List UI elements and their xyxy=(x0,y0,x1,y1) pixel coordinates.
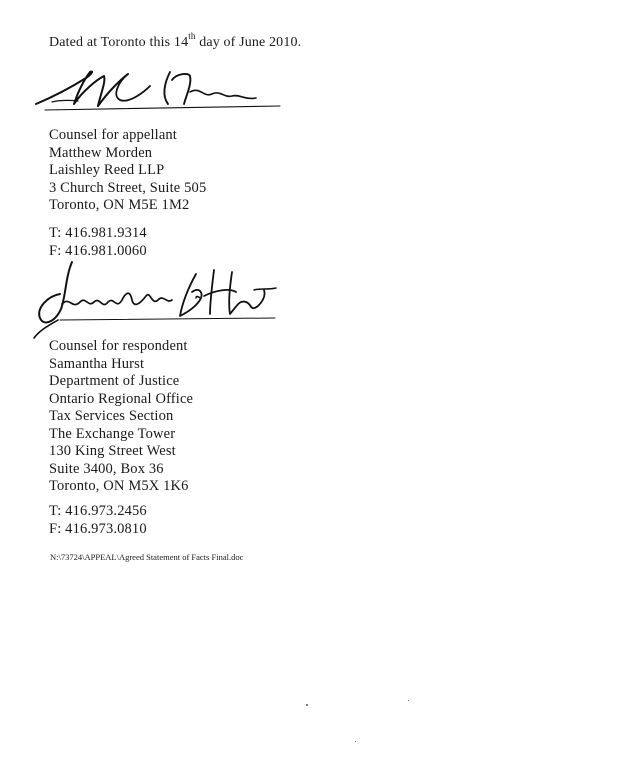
respondent-name: Samantha Hurst xyxy=(49,355,145,372)
appellant-role: Counsel for appellant xyxy=(49,127,177,143)
scan-speck xyxy=(355,741,356,742)
respondent-address-1: 130 King Street West xyxy=(49,443,176,459)
appellant-fax: F: 416.981.0060 xyxy=(49,242,147,259)
scan-speck xyxy=(408,700,409,701)
respondent-role: Counsel for respondent xyxy=(49,338,188,354)
dated-ordinal: th xyxy=(188,31,196,42)
respondent-counsel-block xyxy=(49,337,193,495)
appellant-phone: T: 416.981.9314 xyxy=(49,225,147,241)
respondent-section: Tax Services Section xyxy=(49,408,174,424)
scan-speck xyxy=(306,704,308,706)
respondent-office: Ontario Regional Office xyxy=(49,390,194,407)
appellant-firm: Laishley Reed LLP xyxy=(49,162,165,178)
file-path-footer: N:\73724\APPEAL\Agreed Statement of Facts Final.doc xyxy=(50,552,244,562)
appellant-address-1: 3 Church Street, Suite 505 xyxy=(49,179,207,196)
respondent-contact xyxy=(49,502,147,537)
respondent-building: The Exchange Tower xyxy=(49,425,176,442)
dated-text-rest: day of June 2010. xyxy=(195,35,302,50)
respondent-address-3: Toronto, ON M5X 1K6 xyxy=(49,478,189,494)
dated-text: Dated at Toronto this 14 xyxy=(49,35,189,50)
respondent-fax: F: 416.973.0810 xyxy=(49,520,147,537)
respondent-phone: T: 416.973.2456 xyxy=(49,503,147,519)
appellant-address-2: Toronto, ON M5E 1M2 xyxy=(49,197,190,213)
appellant-name: Matthew Morden xyxy=(49,144,153,161)
respondent-address-2: Suite 3400, Box 36 xyxy=(49,460,164,477)
respondent-department: Department of Justice xyxy=(49,373,180,389)
